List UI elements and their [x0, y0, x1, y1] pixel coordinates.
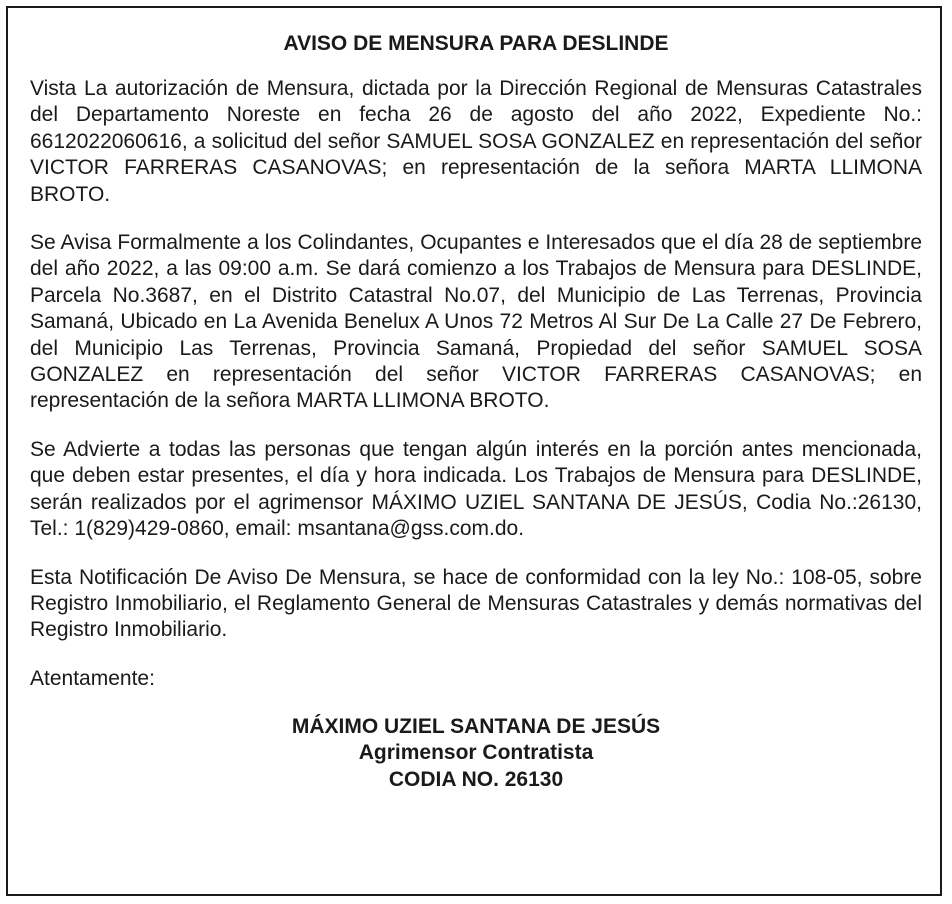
closing-salutation: Atentamente:: [30, 666, 155, 690]
signature-name: MÁXIMO UZIEL SANTANA DE JESÚS: [291, 714, 661, 738]
notice-body: [30, 30, 922, 793]
signature-role: Agrimensor Contratista: [358, 741, 594, 765]
paragraph-formal-notice: Se Avisa Formalmente a los Colindantes, Ocupantes e Interesados que el día 28 de septiembre del año 2022, a las 09:00 a.m. Se dará comienzo a los Trabajos de Mensura para DESLINDE, Parcela No.3687, en el Distrito Catastral No.07, del Municipio de Las Terrenas, Provincia Samaná, Ubicado en La Avenida Benelux A Unos 72 Metros Al Sur De La Calle 27 De Febrero, del Municipio Las Terrenas, Provincia Samaná, Propiedad del señor SAMUEL SOSA GONZALEZ en representación del señor VICTOR FARRERAS CASANOVAS; en representación de la señora MARTA LLIMONA BROTO.: [30, 231, 922, 413]
notice-title: AVISO DE MENSURA PARA DESLINDE: [283, 32, 669, 55]
signature-codia: CODIA NO. 26130: [388, 767, 564, 791]
paragraph-authorization: Vista La autorización de Mensura, dictada por la Dirección Regional de Mensuras Catastrales del Departamento Noreste en fecha 26 de agosto del año 2022, Expediente No.: 6612022060616, a solicitud del señor SAMUEL SOSA GONZALEZ en representación del señor VICTOR FARRERAS CASANOVAS; en representación de la señora MARTA LLIMONA BROTO.: [30, 77, 922, 206]
paragraph-legal-basis: Esta Notificación De Aviso De Mensura, se hace de conformidad con la ley No.: 108-05, sobre Registro Inmobiliario, el Reglamento General de Mensuras Catastrales y demás normativas del Registro Inmobiliario.: [30, 565, 922, 642]
signature-block: [30, 714, 922, 794]
paragraph-warning: Se Advierte a todas las personas que tengan algún interés en la porción antes mencionada, que deben estar presentes, el día y hora indicada. Los Trabajos de Mensura para DESLINDE, serán realizados por el agrimensor MÁXIMO UZIEL SANTANA DE JESÚS, Codia No.:26130, Tel.: 1(829)429-0860, email: msantana@gss.com.do.: [30, 437, 922, 541]
